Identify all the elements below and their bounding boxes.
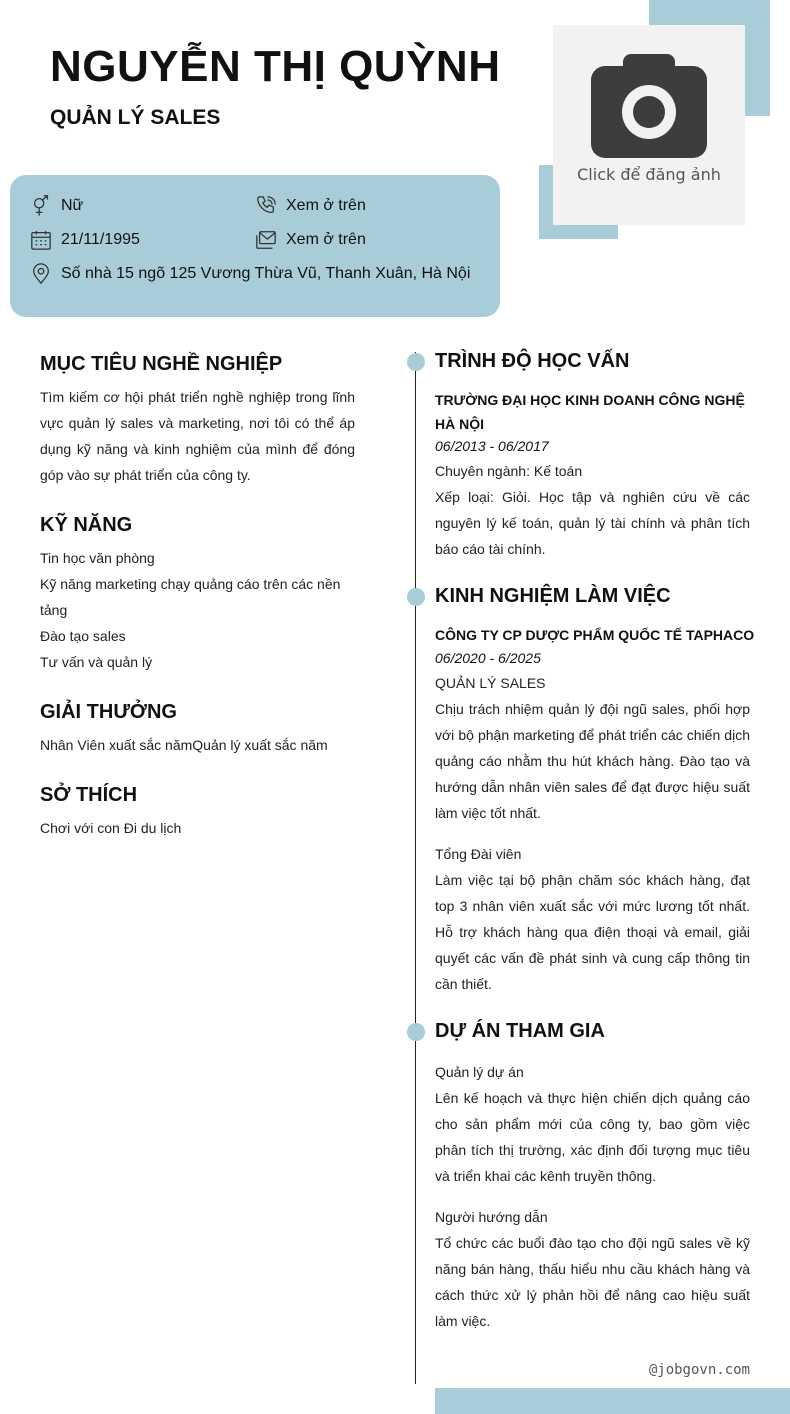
timeline-dot [407, 353, 425, 371]
experience-company: CÔNG TY CP DƯỢC PHẨM QUỐC TẾ TAPHACO [435, 627, 755, 643]
project-description: Lên kế hoạch và thực hiện chiến dịch quảng cáo cho sản phẩm mới của công ty, bao gồm việc phân tích thị trường, xác định đối tượng mục tiêu và triển khai các kênh truyền thông. [435, 1090, 750, 1184]
experience-heading: KINH NGHIỆM LÀM VIỆC [435, 585, 671, 607]
hobbies-heading: SỞ THÍCH [40, 784, 138, 806]
candidate-name: NGUYỄN THỊ QUỲNH [50, 42, 501, 91]
objective-text: Tìm kiếm cơ hội phát triển nghề nghiệp trong lĩnh vực quản lý sales và marketing, nơi tôi có thể áp dụng kỹ năng và kinh nghiệm của mình để đóng góp vào sự phát triển của công ty. [40, 389, 355, 483]
email-icon [255, 229, 277, 251]
projects-heading: DỰ ÁN THAM GIA [435, 1020, 605, 1042]
candidate-title: QUẢN LÝ SALES [50, 106, 221, 129]
decor-block-bottom [435, 1388, 790, 1414]
calendar-icon [30, 229, 52, 251]
birthday-value: 21/11/1995 [61, 231, 140, 248]
timeline-dot [407, 588, 425, 606]
experience-description: Làm việc tại bộ phận chăm sóc khách hàng, đạt top 3 nhân viên xuất sắc với mức lương tốt nhất. Hỗ trợ khách hàng qua điện thoại và email, giải quyết các vấn đề phát sinh và cung cấp thông tin cần thiết. [435, 872, 750, 992]
skill-item: Kỹ năng marketing chạy quảng cáo trên các nền tảng [40, 576, 341, 618]
timeline-dot [407, 1023, 425, 1041]
hobbies-text: Chơi với con Đi du lịch [40, 820, 182, 836]
timeline-line [415, 352, 416, 1384]
project-role: Quản lý dự án [435, 1064, 524, 1080]
email-info [255, 229, 366, 251]
experience-position: Tổng Đài viên [435, 846, 522, 862]
experience-position: QUẢN LÝ SALES [435, 675, 546, 691]
skills-heading: KỸ NĂNG [40, 514, 133, 536]
watermark-text: @jobgovn.com [648, 1362, 750, 1378]
birthday-info [30, 229, 140, 251]
education-detail: Xếp loại: Giỏi. Học tập và nghiên cứu về các nguyên lý kế toán, quản lý tài chính và phân tích báo cáo tài chính. [435, 489, 750, 557]
experience-period: 06/2020 - 6/2025 [435, 650, 541, 666]
skill-item: Đào tạo sales [40, 628, 126, 644]
phone-info [255, 195, 366, 217]
experience-description: Chịu trách nhiệm quản lý đội ngũ sales, phối hợp với bộ phận marketing để phát triển các chiến dịch quảng cáo nhằm thu hút khách hàng. Đào tạo và hướng dẫn nhân viên sales để đạt được hiệu suất làm việc tốt nhất. [435, 701, 750, 821]
education-school: TRƯỜNG ĐẠI HỌC KINH DOANH CÔNG NGHỆ HÀ NỘI [435, 392, 745, 432]
gender-info [30, 195, 83, 217]
photo-upload-label: Click để đăng ảnh [577, 165, 721, 184]
email-value: Xem ở trên [286, 231, 366, 248]
education-major: Chuyên ngành: Kế toán [435, 463, 583, 479]
project-role: Người hướng dẫn [435, 1209, 548, 1225]
location-pin-icon [30, 263, 52, 285]
skill-item: Tư vấn và quản lý [40, 654, 153, 670]
education-period: 06/2013 - 06/2017 [435, 438, 549, 454]
gender-icon [30, 195, 52, 217]
education-heading: TRÌNH ĐỘ HỌC VẤN [435, 350, 630, 372]
photo-upload-box[interactable] [553, 25, 745, 225]
project-description: Tổ chức các buổi đào tạo cho đội ngũ sales về kỹ năng bán hàng, thấu hiểu nhu cầu khách hàng và cách thức xử lý phản hồi để nâng cao hiệu suất làm việc. [435, 1235, 750, 1329]
gender-value: Nữ [61, 197, 84, 214]
objective-heading: MỤC TIÊU NGHỀ NGHIỆP [40, 353, 283, 375]
phone-icon [255, 195, 277, 217]
address-value: Số nhà 15 ngõ 125 Vương Thừa Vũ, Thanh Xuân, Hà Nội [61, 265, 471, 282]
awards-text: Nhân Viên xuất sắc nămQuản lý xuất sắc năm [40, 737, 328, 753]
address-info [30, 263, 470, 285]
skill-item: Tin học văn phòng [40, 550, 155, 566]
awards-heading: GIẢI THƯỞNG [40, 701, 177, 723]
camera-icon [591, 54, 707, 158]
phone-value: Xem ở trên [286, 197, 366, 214]
